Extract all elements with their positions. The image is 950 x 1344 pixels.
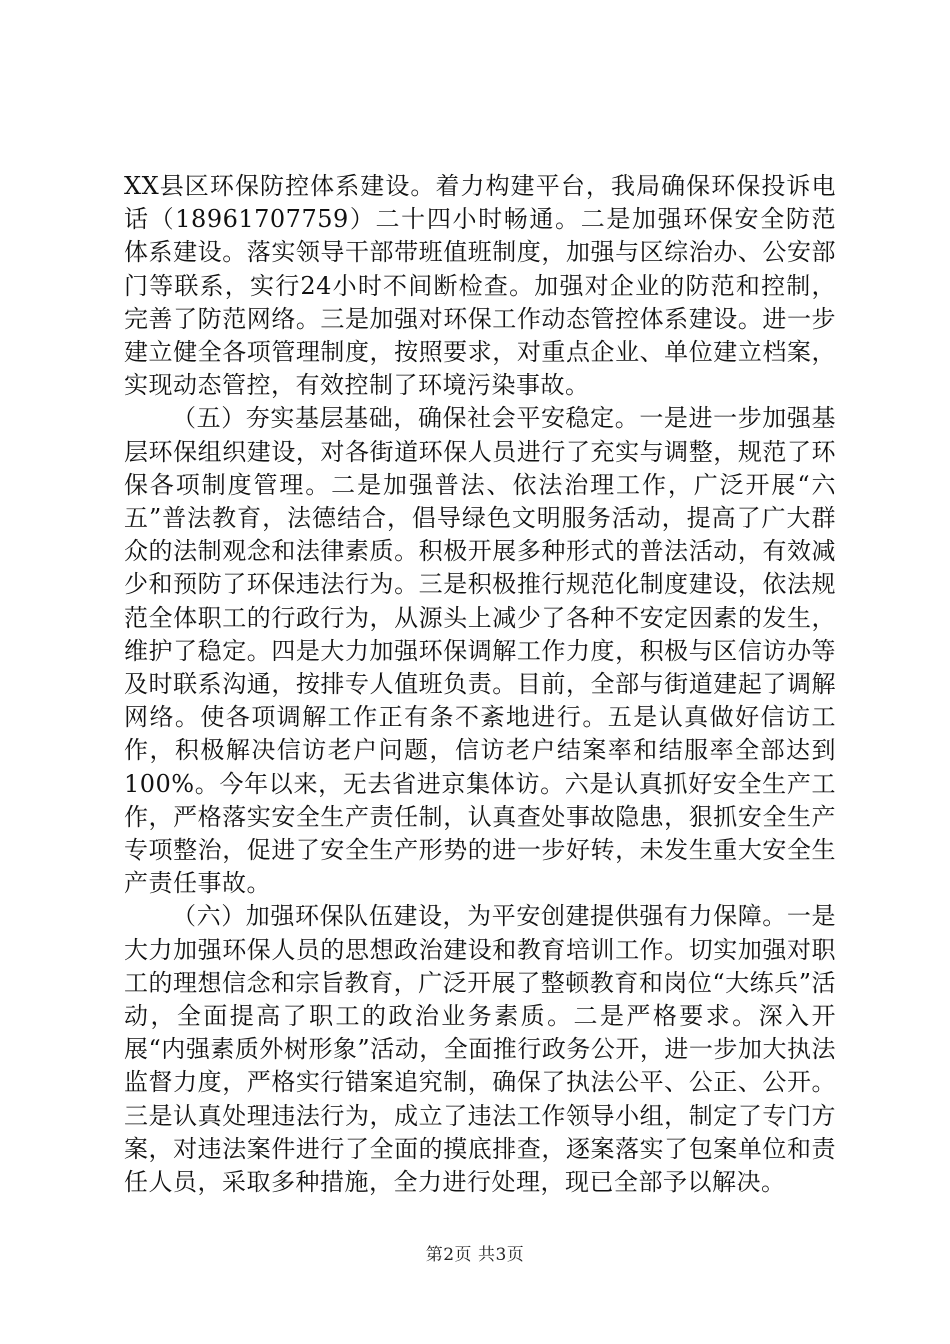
paragraph-section-six: （六）加强环保队伍建设，为平安创建提供强有力保障。一是大力加强环保人员的思想政治建设和教育培训工作。切实加强对职工的理想信念和宗旨教育，广泛开展了整顿教育和岗位“大练兵”活动，全面提高了职工的政治业务素质。二是严格要求。深入开展“内强素质外树形象”活动，全面推行政务公开，进一步加大执法监督力度，严格实行错案追究制，确保了执法公平、公正、公开。三是认真处理违法行为，成立了违法工作领导小组，制定了专门方案，对违法案件进行了全面的摸底排查，逐案落实了包案单位和责任人员，采取多种措施，全力进行处理，现已全部予以解决。: [124, 902, 836, 1197]
paragraph-continuation: XX县区环保防控体系建设。着力构建平台，我局确保环保投诉电话（18961707759）二十四小时畅通。二是加强环保安全防范体系建设。落实领导干部带班值班制度，加强与区综治办、公安部门等联系，实行24小时不间断检查。加强对企业的防范和控制，完善了防范网络。三是加强对环保工作动态管控体系建设。进一步建立健全各项管理制度，按照要求，对重点企业、单位建立档案，实现动态管控，有效控制了环境污染事故。: [124, 172, 836, 400]
page-number-footer: 第2页 共3页: [425, 1245, 525, 1265]
document-body: [124, 170, 836, 1199]
paragraph-section-five: （五）夯实基层基础，确保社会平安稳定。一是进一步加强基层环保组织建设，对各街道环保人员进行了充实与调整，规范了环保各项制度管理。二是加强普法、依法治理工作，广泛开展“六五”普法教育，法德结合，倡导绿色文明服务活动，提高了广大群众的法制观念和法律素质。积极开展多种形式的普法活动，有效减少和预防了环保违法行为。三是积极推行规范化制度建设，依法规范全体职工的行政行为，从源头上减少了各种不安定因素的发生，维护了稳定。四是大力加强环保调解工作力度，积极与区信访办等及时联系沟通，按排专人值班负责。目前，全部与街道建起了调解网络。使各项调解工作正有条不紊地进行。五是认真做好信访工作，积极解决信访老户问题，信访老户结案率和结服率全部达到100%。今年以来，无去省进京集体访。六是认真抓好安全生产工作，严格落实安全生产责任制，认真查处事故隐患，狠抓安全生产专项整治，促进了安全生产形势的进一步好转，未发生重大安全生产责任事故。: [124, 404, 836, 898]
